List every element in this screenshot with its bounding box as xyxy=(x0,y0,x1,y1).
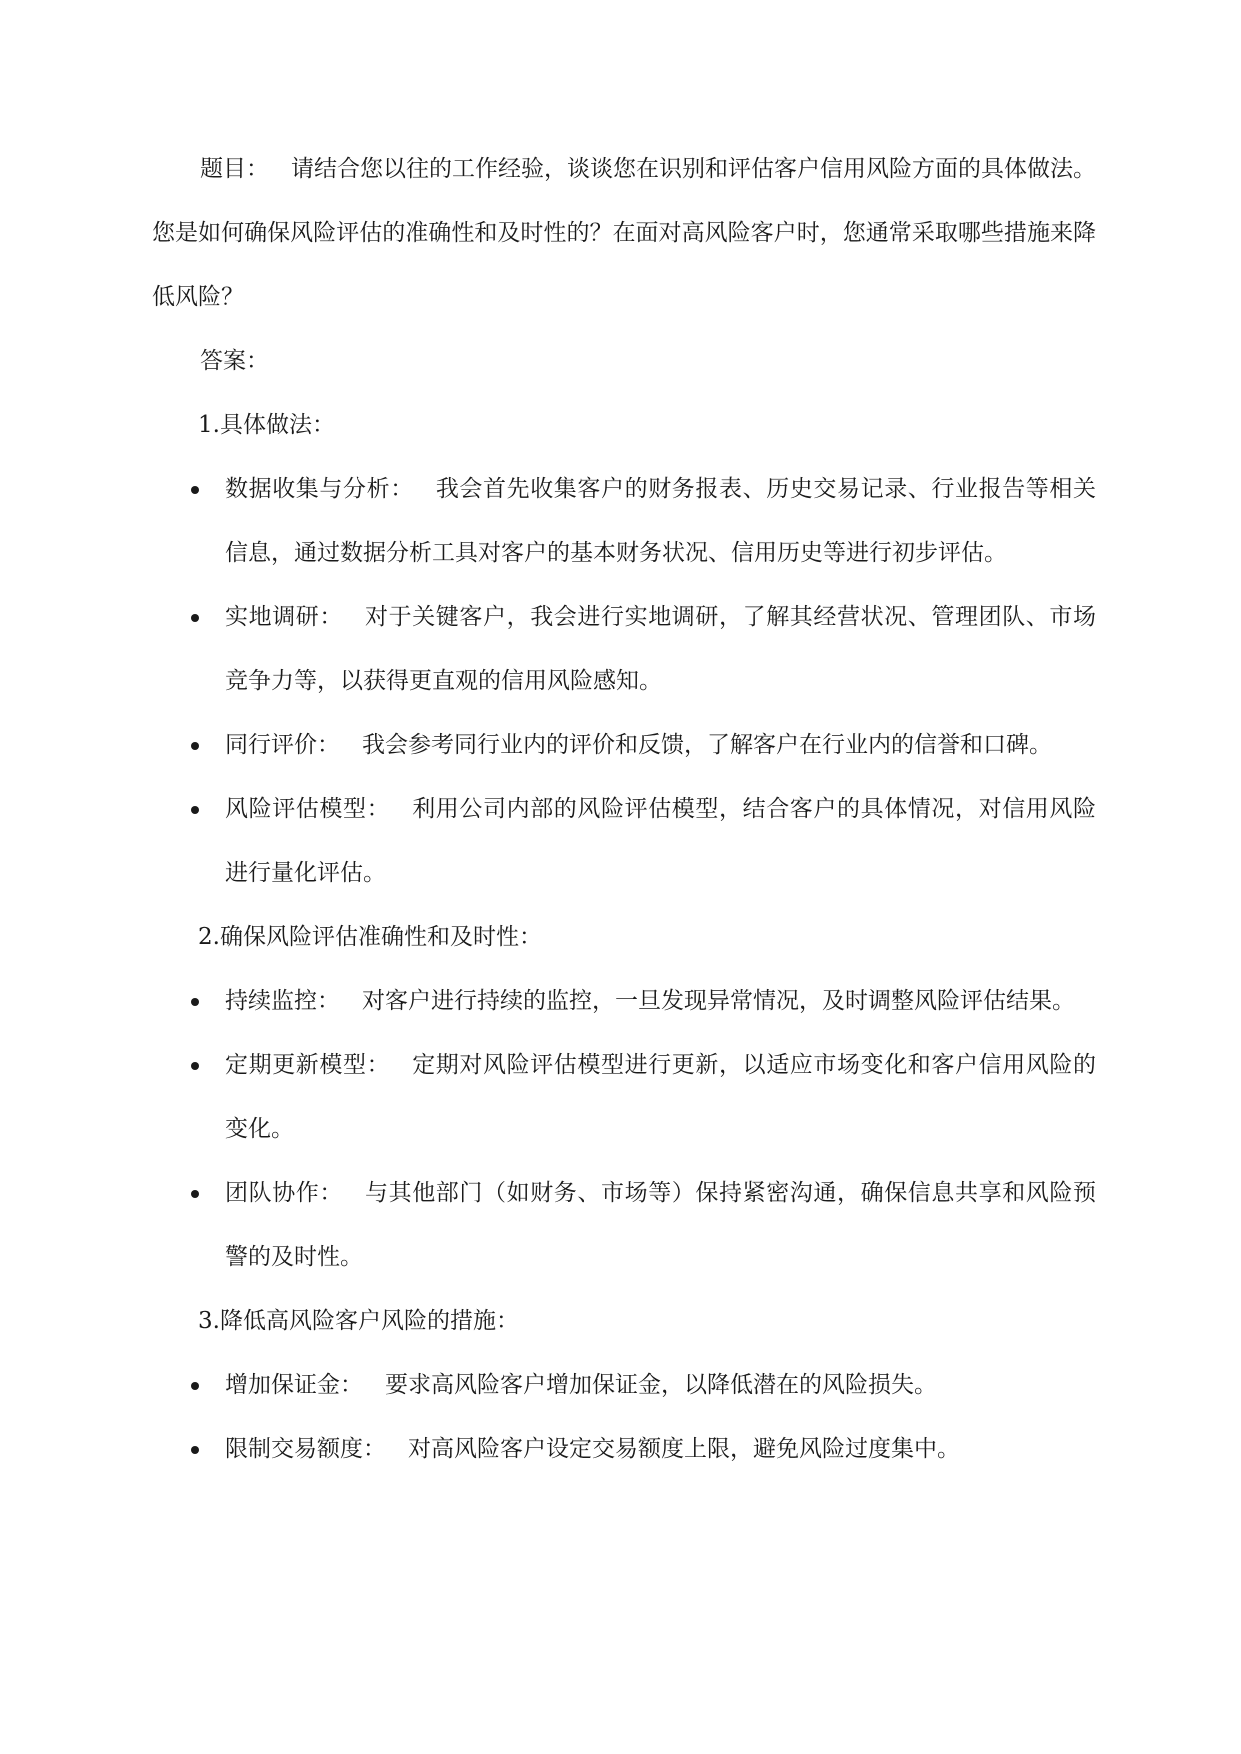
bullet-icon xyxy=(191,1062,199,1070)
item-text: 对高风险客户设定交易额度上限，避免风险过度集中。 xyxy=(408,1436,960,1462)
item-term: 持续监控： xyxy=(225,988,340,1014)
item-text: 利用公司内部的风险评估模型，结合客户的具体情况，对信用风险进行量化评估。 xyxy=(225,796,1097,886)
item-text: 定期对风险评估模型进行更新，以适应市场变化和客户信用风险的变化。 xyxy=(225,1052,1097,1142)
question-text: 请结合您以往的工作经验，谈谈您在识别和评估客户信用风险方面的具体做法。您是如何确保风险评估的准确性和及时性的？在面对高风险客户时，您通常采取哪些措施来降低风险？ xyxy=(152,156,1096,310)
bullet-icon xyxy=(191,1190,199,1198)
list-item xyxy=(152,777,1096,905)
answer-label: 答案： xyxy=(200,348,269,374)
bullet-icon xyxy=(191,1446,199,1454)
document-body xyxy=(152,137,1096,1481)
item-term: 风险评估模型： xyxy=(225,796,391,822)
item-text: 要求高风险客户增加保证金，以降低潜在的风险损失。 xyxy=(385,1372,937,1398)
item-text: 对于关键客户，我会进行实地调研，了解其经营状况、管理团队、市场竞争力等，以获得更直观的信用风险感知。 xyxy=(225,604,1097,694)
item-term: 团队协作： xyxy=(225,1180,343,1206)
list-item xyxy=(152,1417,1096,1481)
item-term: 增加保证金： xyxy=(225,1372,363,1398)
bullet-icon xyxy=(191,806,199,814)
item-text: 与其他部门（如财务、市场等）保持紧密沟通，确保信息共享和风险预警的及时性。 xyxy=(225,1180,1097,1270)
list-item xyxy=(152,1353,1096,1417)
list-item xyxy=(152,969,1096,1033)
item-text: 我会首先收集客户的财务报表、历史交易记录、行业报告等相关信息，通过数据分析工具对客户的基本财务状况、信用历史等进行初步评估。 xyxy=(225,476,1097,566)
bullet-icon xyxy=(191,486,199,494)
question-label: 题目： xyxy=(200,156,269,182)
item-text: 对客户进行持续的监控，一旦发现异常情况，及时调整风险评估结果。 xyxy=(362,988,1075,1014)
bullet-list xyxy=(152,457,1096,905)
section-heading: 1.具体做法： xyxy=(198,412,335,438)
item-term: 定期更新模型： xyxy=(225,1052,391,1078)
list-item xyxy=(152,457,1096,585)
section-heading: 2.确保风险评估准确性和及时性： xyxy=(198,924,542,950)
item-term: 数据收集与分析： xyxy=(225,476,414,502)
bullet-icon xyxy=(191,998,199,1006)
bullet-list xyxy=(152,969,1096,1289)
item-text: 我会参考同行业内的评价和反馈，了解客户在行业内的信誉和口碑。 xyxy=(362,732,1052,758)
list-item xyxy=(152,1033,1096,1161)
item-term: 同行评价： xyxy=(225,732,340,758)
bullet-icon xyxy=(191,614,199,622)
bullet-icon xyxy=(191,1382,199,1390)
question-paragraph xyxy=(152,137,1096,329)
item-term: 限制交易额度： xyxy=(225,1436,386,1462)
item-term: 实地调研： xyxy=(225,604,343,630)
section-heading: 3.降低高风险客户风险的措施： xyxy=(198,1308,519,1334)
bullet-icon xyxy=(191,742,199,750)
list-item xyxy=(152,1161,1096,1289)
list-item xyxy=(152,713,1096,777)
list-item xyxy=(152,585,1096,713)
bullet-list xyxy=(152,1353,1096,1481)
